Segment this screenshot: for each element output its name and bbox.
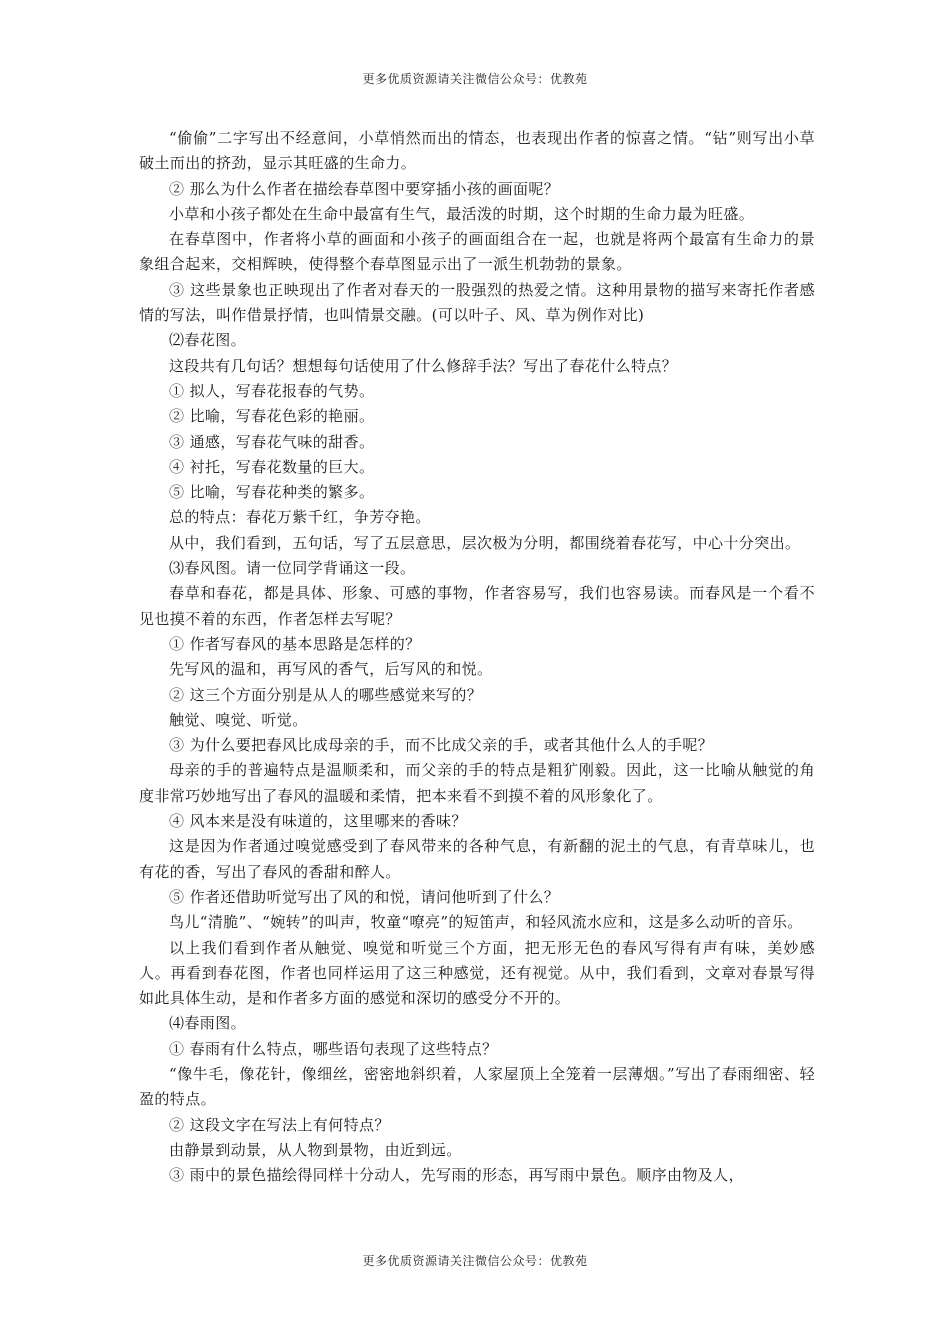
paragraph: 春草和春花，都是具体、形象、可感的事物，作者容易写，我们也容易读。而春风是一个看不见也摸不着的东西，作者怎样去写呢？	[139, 584, 815, 628]
paragraph: ③ 通感，写春花气味的甜香。	[169, 432, 375, 451]
paragraph: ② 这段文字在写法上有何特点？	[169, 1115, 390, 1134]
page-footer: 更多优质资源请关注微信公众号：优教苑	[362, 1254, 588, 1268]
paragraph: ① 作者写春风的基本思路是怎样的？	[169, 634, 421, 653]
paragraph: ③ 雨中的景色描绘得同样十分动人，先写雨的形态，再写雨中景色。顺序由物及人，	[169, 1166, 744, 1185]
section-heading: ⑷春雨图。	[169, 1014, 247, 1033]
paragraph: ② 比喻，写春花色彩的艳丽。	[169, 407, 375, 426]
paragraph: ② 这三个方面分别是从人的哪些感觉来写的？	[169, 685, 483, 704]
paragraph: ⑤ 比喻，写春花种类的繁多。	[169, 483, 375, 502]
paragraph: 母亲的手的普遍特点是温顺柔和，而父亲的手的特点是粗犷刚毅。因此，这一比喻从触觉的角度非常巧妙地写出了春风的温暖和柔情，把本来看不到摸不着的风形象化了。	[139, 761, 815, 805]
paragraph: 由静景到动景，从人物到景物，由近到远。	[169, 1140, 462, 1159]
paragraph: “像牛毛，像花针，像细丝，密密地斜织着，人家屋顶上全笼着一层薄烟。”写出了春雨细密、轻盈的特点。	[139, 1064, 815, 1109]
document-body	[139, 126, 815, 1188]
paragraph: ③ 为什么要把春风比成母亲的手，而不比成父亲的手，或者其他什么人的手呢？	[169, 736, 714, 755]
paragraph: 从中，我们看到，五句话，写了五层意思，层次极为分明，都围绕着春花写，中心十分突出。	[169, 533, 801, 552]
paragraph: ④ 风本来是没有味道的，这里哪来的香味？	[169, 812, 467, 831]
paragraph: ① 春雨有什么特点，哪些语句表现了这些特点？	[169, 1039, 498, 1058]
paragraph: 这段共有几句话？想想每句话使用了什么修辞手法？写出了春花什么特点？	[169, 356, 678, 375]
paragraph: 以上我们看到作者从触觉、嗅觉和听觉三个方面，把无形无色的春风写得有声有味，美妙感人。再看到春花图，作者也同样运用了这三种感觉，还有视觉。从中，我们看到，文章对春景写得如此具体生动，是和作者多方面的感觉和深切的感受分不开的。	[139, 938, 815, 1008]
paragraph: ⑤ 作者还借助听觉写出了风的和悦，请问他听到了什么？	[169, 887, 560, 906]
paragraph: ② 那么为什么作者在描绘春草图中要穿插小孩的画面呢？	[169, 179, 560, 198]
paragraph: ④ 衬托，写春花数量的巨大。	[169, 457, 375, 476]
page-header: 更多优质资源请关注微信公众号：优教苑	[362, 72, 588, 86]
paragraph: 鸟儿“清脆”、“婉转”的叫声，牧童“嘹亮”的短笛声，和轻风流水应和，这是多么动听的音乐。	[169, 913, 803, 932]
paragraph: ③ 这些景象也正映现出了作者对春天的一股强烈的热爱之情。这种用景物的描写来寄托作者感情的写法，叫作借景抒情，也叫情景交融。(可以叶子、风、草为例作对比)	[139, 280, 815, 325]
paragraph: “偷偷”二字写出不经意间，小草悄然而出的情态，也表现出作者的惊喜之情。“钻”则写出小草破土而出的挤劲，显示其旺盛的生命力。	[139, 129, 815, 173]
paragraph: 小草和小孩子都处在生命中最富有生气，最活泼的时期，这个时期的生命力最为旺盛。	[169, 204, 755, 223]
section-heading: ⑶春风图。请一位同学背诵这一段。	[169, 559, 416, 578]
paragraph: 先写风的温和，再写风的香气，后写风的和悦。	[169, 660, 493, 679]
section-heading: ⑵春花图。	[169, 331, 247, 350]
paragraph: 这是因为作者通过嗅觉感受到了春风带来的各种气息，有新翻的泥土的气息，有青草味儿，也有花的香，写出了春风的香甜和醉人。	[139, 837, 815, 881]
paragraph: 触觉、嗅觉、听觉。	[169, 710, 308, 729]
paragraph: 总的特点：春花万紫千红，争芳夺艳。	[169, 508, 431, 527]
paragraph: 在春草图中，作者将小草的画面和小孩子的画面组合在一起，也就是将两个最富有生命力的景象组合起来，交相辉映，使得整个春草图显示出了一派生机勃勃的景象。	[139, 230, 815, 274]
paragraph: ① 拟人，写春花报春的气势。	[169, 381, 375, 400]
